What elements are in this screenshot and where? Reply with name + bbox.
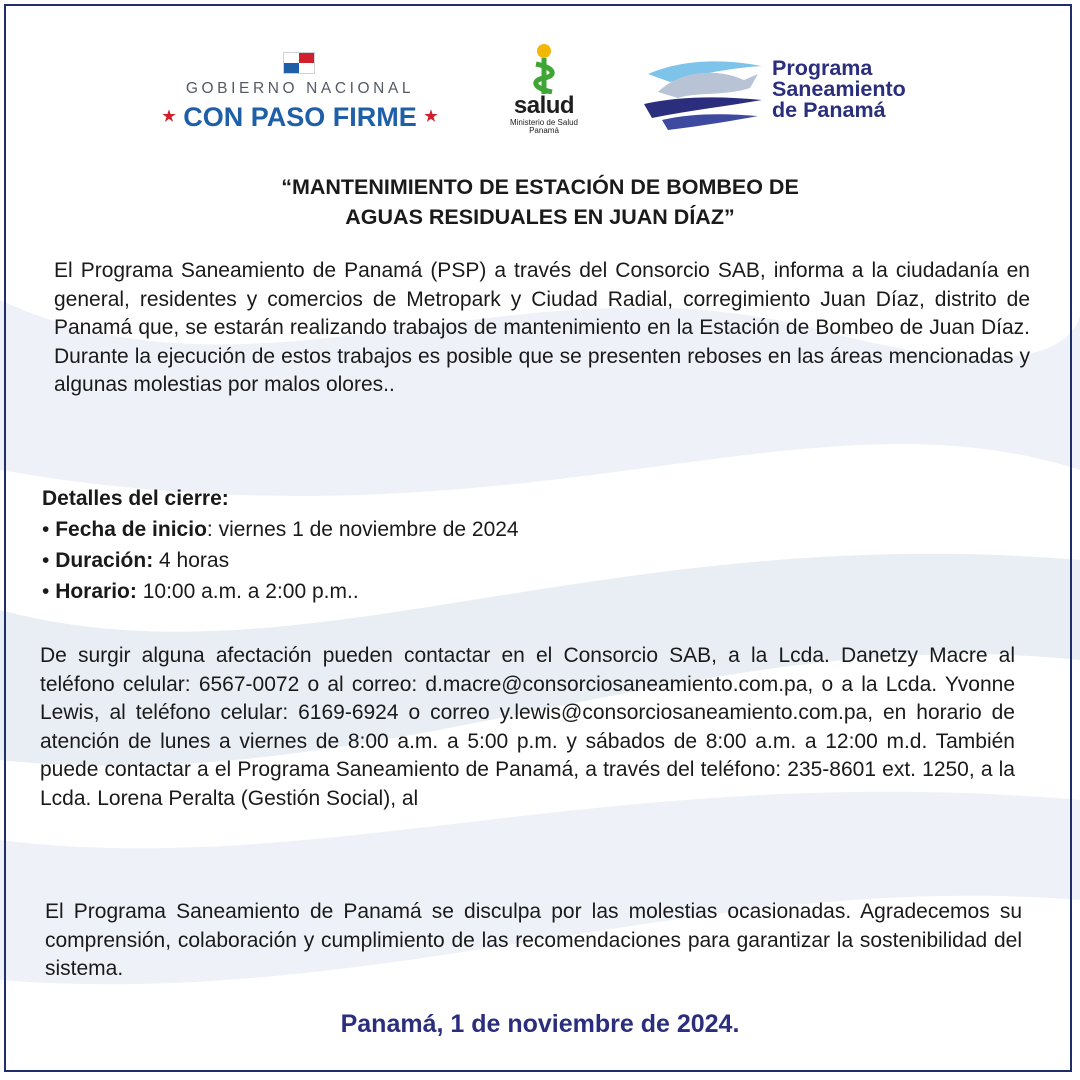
- detail-value: : viernes 1 de noviembre de 2024: [206, 518, 519, 541]
- detail-value: 4 horas: [153, 549, 230, 572]
- salud-subtitle-line-2: Panamá: [529, 126, 559, 135]
- gobierno-nacional-logo: [145, 50, 455, 140]
- bullet: •: [42, 549, 56, 572]
- detail-label: Duración:: [55, 549, 154, 572]
- apology-paragraph: El Programa Saneamiento de Panamá se disculpa por las molestias ocasionadas. Agradecemos su comprensión, colaboración y cumplimiento de las recomendaciones para garantizar la sostenibilidad del sistema.: [45, 900, 1022, 981]
- caduceus-snake-icon: [498, 42, 590, 94]
- bullet: •: [42, 580, 56, 603]
- detail-label: Fecha de inicio: [55, 518, 207, 541]
- salud-wordmark: salud: [513, 92, 575, 119]
- dolphin-wave-icon: [640, 52, 770, 132]
- bullet: •: [42, 518, 56, 541]
- detail-start-date: [42, 514, 842, 545]
- intro-paragraph: El Programa Saneamiento de Panamá (PSP) a través del Consorcio SAB, informa a la ciudadanía en general, residentes y comercios de Metropark y Ciudad Radial, corregimiento Juan Díaz, distrito de Panamá que, se estarán realizando trabajos de mantenimiento en la Estación de Bombeo de Juan Díaz. Durante la ejecución de estos trabajos es posible que se presenten reboses en las áreas mencionadas y algunas molestias por malos olores..: [54, 259, 1030, 397]
- star-icon: ★: [162, 108, 176, 125]
- salud-subtitle-line-1: Ministerio de Salud: [509, 118, 579, 127]
- detail-schedule: [42, 576, 842, 607]
- psp-wordmark-line-1: Programa: [772, 56, 873, 80]
- con-paso-firme-label: CON PASO FIRME: [183, 102, 417, 132]
- gobierno-nacional-text: GOBIERNO NACIONAL: [185, 80, 415, 97]
- panama-flag-icon: [283, 52, 315, 74]
- notice-title: [150, 172, 930, 232]
- details-heading: Detalles del cierre:: [42, 487, 229, 510]
- star-icon: ★: [424, 108, 438, 125]
- psp-wordmark-line-2: Saneamiento: [772, 77, 906, 101]
- psp-wordmark: [772, 58, 906, 121]
- closing-date-line: Panamá, 1 de noviembre de 2024.: [340, 1010, 740, 1038]
- minsa-salud-logo: [498, 42, 590, 142]
- notice-title-line-1: “MANTENIMIENTO DE ESTACIÓN DE BOMBEO DE: [281, 175, 799, 199]
- notice-title-line-2: AGUAS RESIDUALES EN JUAN DÍAZ”: [345, 205, 735, 229]
- con-paso-firme-text: [145, 102, 455, 133]
- psp-wordmark-line-3: de Panamá: [772, 98, 886, 122]
- detail-value: 10:00 a.m. a 2:00 p.m..: [136, 580, 359, 603]
- closure-details: [42, 483, 842, 607]
- salud-subtitle: [498, 119, 590, 135]
- programa-saneamiento-logo: [640, 52, 960, 132]
- detail-label: Horario:: [55, 580, 137, 603]
- detail-duration: [42, 545, 842, 576]
- contact-paragraph: De surgir alguna afectación pueden contactar en el Consorcio SAB, a la Lcda. Danetzy Macre al teléfono celular: 6567-0072 o al correo: d.macre@consorciosaneamiento.com.pa, o a la Lcda. Yvonne Lewis, al teléfono celular: 6169-6924 o correo y.lewis@consorciosaneamiento.com.pa, en horario de atención de lunes a viernes de 8:00 a.m. a 5:00 p.m. y sábados de 8:00 a.m. a 12:00 m.d. También puede contactar a el Programa Saneamiento de Panamá, a través del teléfono: 235-8601 ext. 1250, a la Lcda. Lorena Peralta (Gestión Social), al: [40, 644, 1015, 810]
